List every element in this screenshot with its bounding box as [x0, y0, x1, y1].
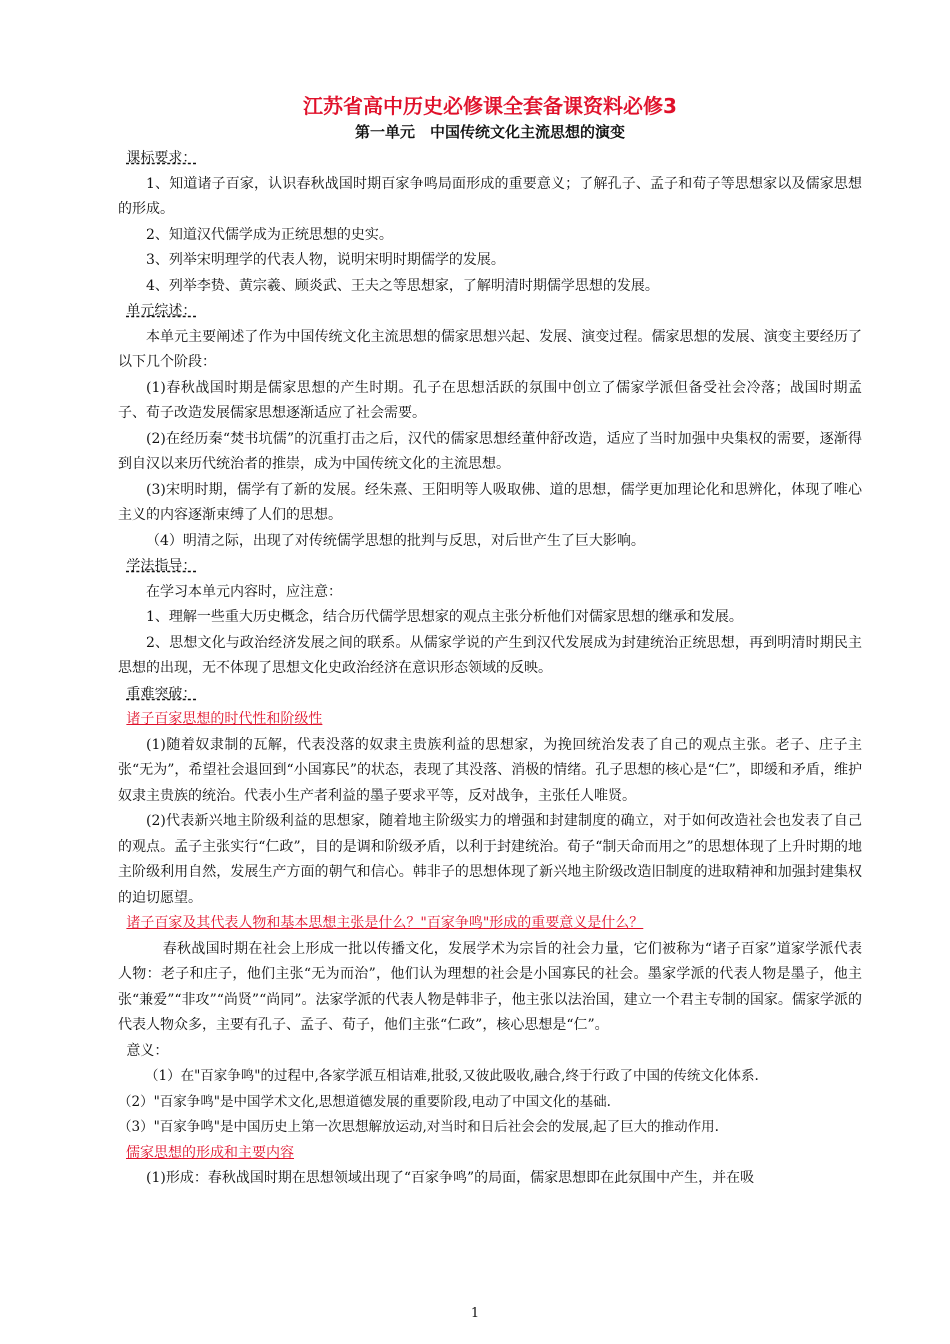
- page-number: 1: [470, 1306, 480, 1321]
- section-heading-kebiao: 课标要求：: [126, 150, 197, 166]
- paragraph: 2、思想文化与政治经济发展之间的联系。从儒家学说的产生到汉代发展成为封建统治正统思想，再到明清时期民主思想的出现，无不体现了思想文化史政治经济在意识形态领域的反映。: [118, 634, 862, 676]
- paragraph: 1、理解一些重大历史概念，结合历代儒学思想家的观点主张分析他们对儒家思想的继承和发展。: [146, 609, 743, 625]
- section-heading-zhongnan: 重难突破：: [126, 685, 197, 702]
- paragraph: （3）"百家争鸣"是中国历史上第一次思想解放运动,对当时和日后社会会的发展,起了巨大的推动作用.: [118, 1119, 719, 1135]
- section-heading-xuefa: 学法指导：: [126, 558, 197, 574]
- section-heading-zongshu: 单元综述：: [126, 303, 197, 319]
- paragraph: 3、列举宋明理学的代表人物，说明宋明时期儒学的发展。: [146, 252, 505, 268]
- unit-subtitle: 第一单元 中国传统文化主流思想的演变: [354, 123, 625, 141]
- paragraph: (1)形成：春秋战国时期在思想领域出现了“百家争鸣”的局面，儒家思想即在此氛围中产生，并在吸: [146, 1170, 755, 1186]
- paragraph: (1)春秋战国时期是儒家思想的产生时期。孔子在思想活跃的氛围中创立了儒家学派但备受社会冷落；战国时期孟子、荀子改造发展儒家思想逐渐适应了社会需要。: [118, 379, 862, 421]
- paragraph: 本单元主要阐述了作为中国传统文化主流思想的儒家思想兴起、发展、演变过程。儒家思想的发展、演变主要经历了以下几个阶段：: [118, 328, 862, 370]
- paragraph: (1)随着奴隶制的瓦解，代表没落的奴隶主贵族利益的思想家，为挽回统治发表了自己的观点主张。老子、庄子主张“无为”，希望社会退回到“小国寡民”的状态，表现了其没落、消极的情绪。孔子思想的核心是“仁”，即缓和矛盾，维护奴隶主贵族的统治。代表小生产者利益的墨子要求平等，反对战争，主张任人唯贤。: [118, 736, 862, 804]
- paragraph: 1、知道诸子百家，认识春秋战国时期百家争鸣局面形成的重要意义；了解孔子、孟子和荀子等思想家以及儒家思想的形成。: [118, 175, 862, 217]
- paragraph: (2)在经历秦“焚书坑儒”的沉重打击之后，汉代的儒家思想经董仲舒改造，适应了当时加强中央集权的需要，逐渐得到自汉以来历代统治者的推崇，成为中国传统文化的主流思想。: [118, 430, 862, 472]
- paragraph: (2)代表新兴地主阶级利益的思想家，随着地主阶级实力的增强和封建制度的确立，对于如何改造社会也发表了自己的观点。孟子主张实行“仁政”，目的是调和阶级矛盾，以利于封建统治。荀子“制天命而用之”的思想体现了上升时期的地主阶级利用自然，发展生产方面的朝气和信心。韩非子的思想体现了新兴地主阶级改造旧制度的进取精神和加强封建集权的迫切愿望。: [118, 813, 862, 906]
- paragraph: （1）在"百家争鸣"的过程中,各家学派互相诘难,批驳,又彼此吸收,融合,终于行政了中国的传统文化体系.: [145, 1068, 759, 1084]
- paragraph: （2）"百家争鸣"是中国学术文化,思想道德发展的重要阶段,电动了中国文化的基础.: [118, 1093, 611, 1110]
- document-page: [118, 92, 862, 1192]
- paragraph: 春秋战国时期在社会上形成一批以传播文化，发展学术为宗旨的社会力量，它们被称为“诸子百家”道家学派代表人物：老子和庄子，他们主张“无为而治”，他们认为理想的社会是小国寡民的社会。墨家学派的代表人物是墨子，他主张“兼爱”“非攻”“尚贤”“尚同”。法家学派的代表人物是韩非子，他主张以法治国，建立一个君主专制的国家。儒家学派的代表人物众多，主要有孔子、孟子、荀子，他们主张“仁政”，核心思想是“仁”。: [118, 940, 862, 1033]
- paragraph: (3)宋明时期，儒学有了新的发展。经朱熹、王阳明等人吸取佛、道的思想，儒学更加理论化和思辨化，体现了唯心主义的内容逐渐束缚了人们的思想。: [118, 481, 862, 523]
- paragraph: 4、列举李贽、黄宗羲、顾炎武、王夫之等思想家，了解明清时期儒学思想的发展。: [146, 277, 659, 294]
- paragraph: 2、知道汉代儒学成为正统思想的史实。: [146, 226, 393, 243]
- topic-heading-2: 诸子百家及其代表人物和基本思想主张是什么？"百家争鸣"形成的重要意义是什么？: [126, 915, 644, 931]
- topic-heading-3: 儒家思想的形成和主要内容: [126, 1144, 294, 1161]
- paragraph: （4）明清之际，出现了对传统儒学思想的批判与反思，对后世产生了巨大影响。: [146, 532, 645, 549]
- topic-heading-1: 诸子百家思想的时代性和阶级性: [126, 711, 323, 727]
- paragraph: 在学习本单元内容时，应注意：: [146, 583, 342, 600]
- document-title: 江苏省高中历史必修课全套备课资料必修3: [303, 94, 677, 118]
- yiyi-heading: 意义：: [126, 1042, 169, 1059]
